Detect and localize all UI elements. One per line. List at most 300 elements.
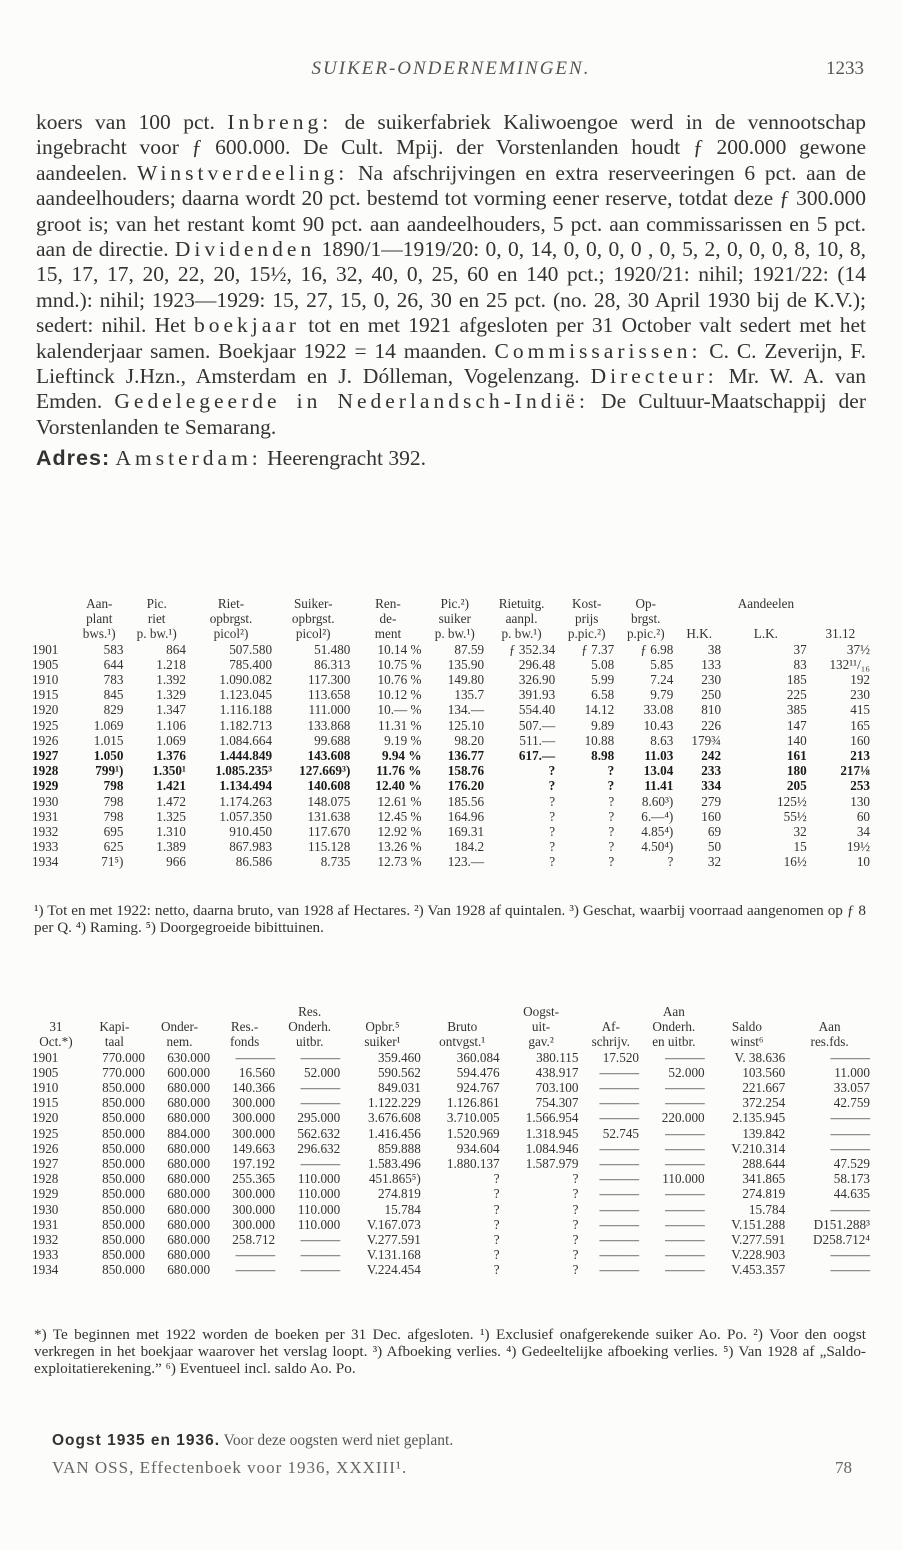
table-cell: 864	[166, 641, 186, 657]
table-cell: 253	[850, 778, 870, 794]
table-cell: 1.583.496	[368, 1156, 421, 1172]
table-cell: 680.000	[167, 1110, 211, 1126]
table-cell: 123.—	[447, 854, 485, 870]
boekjaar-label: boekjaar	[193, 313, 300, 338]
table-cell: 230	[850, 687, 870, 703]
text-span: Mr. W. A. van Emden.	[36, 364, 867, 414]
table-cell: 34	[856, 824, 870, 840]
table-cell: 6.58	[591, 687, 615, 703]
table-cell: V.167.073	[366, 1216, 421, 1232]
table-cell: ———	[300, 1095, 341, 1111]
table-cell: ƒ 7.37	[581, 641, 615, 657]
footer-source: VAN OSS, Effectenboek voor 1936, XXXIII¹.	[52, 1458, 408, 1477]
table-cell: 1.069	[93, 717, 124, 733]
table-cell: 117.300	[308, 672, 351, 688]
table-cell: 859.888	[377, 1140, 421, 1156]
table-cell: 136.77	[447, 748, 485, 764]
table-cell: 12.73 %	[377, 854, 422, 870]
table-row	[30, 1126, 872, 1141]
column-header: Onder- nem.	[160, 1019, 199, 1050]
table-cell: 158.76	[447, 763, 485, 779]
table-cell: 217⅛	[840, 763, 870, 779]
table-cell: ———	[599, 1247, 639, 1263]
table-row	[30, 657, 872, 672]
table-cell: 38	[707, 641, 722, 657]
table-cell: 10.88	[584, 732, 615, 748]
table-cell: 296.632	[297, 1140, 341, 1156]
table-cell: 164.96	[447, 808, 485, 824]
table-cell: 258.712	[232, 1232, 276, 1248]
table-cell: ———	[665, 1156, 705, 1172]
table-cell: ———	[830, 1201, 870, 1217]
table-cell: 850.000	[102, 1080, 145, 1096]
table-cell: 630.000	[167, 1049, 211, 1065]
table-cell: ?	[549, 824, 556, 840]
table-cell: 695	[103, 824, 124, 840]
table-cell: 1.069	[156, 732, 186, 748]
table-cell: 149.80	[447, 672, 485, 688]
production-table	[30, 596, 872, 870]
table-cell: 111.000	[308, 702, 351, 718]
table-cell: ———	[599, 1232, 639, 1248]
table-cell: ———	[830, 1125, 870, 1141]
table-cell: 5.85	[650, 656, 674, 672]
table-cell: 966	[166, 854, 186, 870]
column-header: Aan- plant bws.¹)	[82, 596, 116, 642]
table-row	[30, 702, 872, 717]
year-cell: 1932	[32, 824, 59, 840]
table-cell: 221.667	[742, 1080, 786, 1096]
table-cell: ?	[572, 1186, 579, 1202]
table-cell: 4.85⁴)	[641, 824, 674, 840]
year-cell: 1929	[32, 1186, 59, 1202]
address-line	[36, 446, 866, 471]
table-cell: 12.45 %	[377, 808, 422, 824]
table-cell: 934.604	[456, 1140, 500, 1156]
table-cell: 160	[850, 732, 870, 748]
table-cell: 86.313	[314, 656, 351, 672]
table-cell: 69	[707, 824, 722, 840]
table-cell: 274.819	[377, 1186, 421, 1202]
table-cell: ?	[493, 1262, 500, 1278]
table-cell: 52.745	[602, 1125, 639, 1141]
table-cell: 127.669³)	[299, 763, 351, 779]
year-cell: 1920	[32, 1110, 59, 1126]
table-row	[30, 1186, 872, 1201]
table-cell: 583	[103, 641, 124, 657]
table-cell: 9.94 %	[381, 748, 422, 764]
table-cell: 147	[786, 717, 807, 733]
table-cell: ?	[493, 1186, 500, 1202]
table-cell: 1.084.664	[219, 732, 273, 748]
table-cell: 242	[701, 748, 722, 764]
table-cell: 10.76 %	[377, 672, 422, 688]
table-cell: 850.000	[102, 1262, 145, 1278]
table-cell: ———	[830, 1262, 870, 1278]
table-cell: 850.000	[102, 1186, 145, 1202]
column-header: Af- schrijv.	[591, 1019, 630, 1050]
table-cell: ———	[300, 1232, 341, 1248]
column-header: Saldo winst⁶	[730, 1019, 764, 1050]
table-cell: 16.560	[238, 1064, 276, 1080]
table-cell: 13.26 %	[377, 839, 422, 855]
column-header: Kapi- taal	[99, 1019, 130, 1050]
table-row	[30, 1065, 872, 1080]
table-cell: ———	[665, 1125, 705, 1141]
table-cell: 300.000	[232, 1186, 276, 1202]
table-cell: 8.60³)	[641, 793, 674, 809]
table-cell: 113.658	[308, 687, 351, 703]
column-header: Pic.²) suiker p. bw.¹)	[434, 596, 475, 642]
table-cell: 372.254	[742, 1095, 786, 1111]
table-cell: ———	[300, 1262, 341, 1278]
table-cell: 140.366	[232, 1080, 276, 1096]
table-cell: 1.350¹	[152, 763, 186, 779]
table-cell: 184.2	[454, 839, 485, 855]
table-cell: 849.031	[377, 1080, 421, 1096]
table-cell: ———	[665, 1049, 705, 1065]
table-cell: 1.880.137	[446, 1156, 500, 1172]
table-cell: 680.000	[167, 1232, 211, 1248]
table-cell: 1.472	[156, 793, 186, 809]
table-cell: 9.19 %	[384, 732, 422, 748]
financial-table	[30, 1004, 872, 1278]
table-cell: ?	[493, 1216, 500, 1232]
table-cell: 360.084	[456, 1049, 500, 1065]
year-cell: 1915	[32, 687, 59, 703]
table-row	[30, 687, 872, 702]
table-cell: 1.174.263	[219, 793, 273, 809]
table-cell: 507.—	[518, 717, 556, 733]
directeur-label: Directeur:	[590, 364, 718, 389]
table-cell: 799¹)	[95, 763, 124, 779]
table-row	[30, 1080, 872, 1095]
table-cell: 770.000	[102, 1064, 145, 1080]
table-cell: V.453.357	[731, 1262, 786, 1278]
table-cell: 798	[103, 808, 124, 824]
table-cell: ———	[599, 1156, 639, 1172]
year-cell: 1928	[32, 763, 59, 779]
table-cell: ?	[572, 1171, 579, 1187]
table-row	[30, 733, 872, 748]
table-cell: 1.084.946	[525, 1140, 579, 1156]
table-cell: ?	[549, 839, 556, 855]
table-header-row	[30, 596, 872, 642]
table-cell: 680.000	[167, 1201, 211, 1217]
table-cell: 161	[786, 748, 807, 764]
column-header: 31 Oct.*)	[39, 1019, 73, 1050]
table-cell: 850.000	[102, 1247, 145, 1263]
table-cell: 5.99	[591, 672, 615, 688]
table-cell: ?	[608, 839, 615, 855]
table-cell: 334	[701, 778, 722, 794]
table-cell: 1.318.945	[525, 1125, 579, 1141]
table-cell: ———	[599, 1186, 639, 1202]
table-cell: ?	[549, 793, 556, 809]
table-cell: ———	[599, 1201, 639, 1217]
table-cell: 16½	[783, 854, 807, 870]
table-cell: 32	[707, 854, 722, 870]
table-row	[30, 642, 872, 657]
year-cell: 1934	[32, 854, 59, 870]
table-cell: 180	[786, 763, 807, 779]
table-cell: 867.983	[229, 839, 273, 855]
text-span: de suikerfabriek Kaliwoengoe werd in de vennootschap ingebracht voor ƒ 600.000. De Cult. Mpij. der Vorstenlanden houdt ƒ 200.000 gewone aandeelen.	[36, 110, 866, 185]
harvest-label: Oogst 1935 en 1936.	[52, 1432, 221, 1449]
table-cell: 33.057	[833, 1080, 870, 1096]
table-cell: 15	[793, 839, 807, 855]
table-cell: 110.000	[297, 1186, 341, 1202]
table-cell: 32	[793, 824, 807, 840]
table-cell: V.210.314	[731, 1140, 786, 1156]
table-row	[30, 809, 872, 824]
year-cell: 1901	[32, 641, 59, 657]
table-cell: 1.329	[156, 687, 186, 703]
table-cell: 255.365	[232, 1171, 276, 1187]
year-cell: 1927	[32, 1156, 59, 1172]
table-cell: 8.63	[650, 732, 674, 748]
table-cell: 300.000	[232, 1125, 276, 1141]
table-cell: 810	[701, 702, 722, 718]
column-header: Res.- fonds	[229, 1019, 260, 1050]
table-cell: V.224.454	[366, 1262, 421, 1278]
text-span: C. C. Zeverijn, F. Lieftinck J.Hzn., Amsterdam en J. Dólleman, Vogelenzang.	[36, 338, 867, 389]
table-cell: 10.— %	[377, 702, 422, 718]
table-cell: 288.644	[742, 1156, 786, 1172]
dividenden-label: Dividenden	[174, 237, 316, 262]
table-cell: 341.865	[742, 1171, 786, 1187]
address-city: Amsterdam:	[115, 446, 262, 471]
table-cell: ?	[572, 1201, 579, 1217]
table-cell: ———	[599, 1110, 639, 1126]
column-header: Aandeelen L.K.	[737, 596, 795, 642]
table-cell: 11.03	[644, 748, 674, 764]
table-cell: 133.868	[307, 717, 351, 733]
year-cell: 1930	[32, 793, 59, 809]
table-cell: ———	[599, 1171, 639, 1187]
table-cell: ———	[300, 1049, 341, 1065]
column-header: Kost- prijs p.pic.²)	[567, 596, 606, 642]
table-cell: 110.000	[662, 1171, 705, 1187]
table-cell: ?	[549, 808, 556, 824]
table-cell: ?	[607, 763, 615, 779]
table-cell: 1.444.849	[219, 748, 273, 764]
table-cell: 279	[701, 793, 722, 809]
table-cell: V.151.288	[731, 1216, 786, 1232]
text-span: koers van 100 pct.	[36, 110, 228, 134]
table-cell: 1.116.188	[219, 702, 273, 718]
table-cell: 1.090.082	[219, 672, 273, 688]
table-cell: 205	[786, 778, 807, 794]
column-header	[30, 596, 73, 642]
table-row	[30, 672, 872, 687]
table-cell: ———	[665, 1186, 705, 1202]
year-cell: 1932	[32, 1232, 59, 1248]
table-cell: 850.000	[102, 1095, 145, 1111]
table-cell: 850.000	[102, 1110, 145, 1126]
table-cell: 1.520.969	[446, 1125, 500, 1141]
table-cell: ?	[493, 1247, 500, 1263]
table-row	[30, 1247, 872, 1262]
table-cell: 2.135.945	[732, 1110, 786, 1126]
table-cell: 850.000	[102, 1156, 145, 1172]
column-header: Bruto ontvgst.¹	[439, 1019, 486, 1050]
table-cell: ———	[830, 1140, 870, 1156]
table-cell: 511.—	[519, 732, 556, 748]
table-cell: 143.608	[307, 748, 351, 764]
table-cell: 1.050	[93, 748, 124, 764]
gedelegeerde-label: Gedelegeerde in Nederlandsch-Indië:	[114, 389, 589, 414]
table-cell: 71⁵)	[101, 854, 124, 870]
table-cell: 37	[793, 641, 807, 657]
table-cell: 8.735	[320, 854, 351, 870]
table-cell: ———	[665, 1080, 705, 1096]
table-cell: 12.40 %	[375, 778, 422, 794]
table-cell: 9.79	[650, 687, 674, 703]
table-cell: ———	[599, 1216, 639, 1232]
commissarissen-label: Commissarissen:	[494, 338, 702, 363]
table-cell: 884.000	[167, 1125, 211, 1141]
table-cell: 798	[103, 793, 124, 809]
year-cell: 1915	[32, 1095, 59, 1111]
table-cell: 680.000	[167, 1216, 211, 1232]
table-cell: 149.663	[232, 1140, 276, 1156]
year-cell: 1910	[32, 672, 59, 688]
table-cell: V. 38.636	[734, 1049, 786, 1065]
table-cell: 110.000	[297, 1171, 341, 1187]
table-cell: 133	[701, 656, 722, 672]
table-cell: 10.12 %	[377, 687, 422, 703]
table-cell: 52.000	[303, 1064, 341, 1080]
table-cell: 785.400	[229, 656, 273, 672]
table-cell: 850.000	[102, 1232, 145, 1248]
table-cell: 42.759	[833, 1095, 870, 1111]
table-cell: 197.192	[232, 1156, 276, 1172]
table-cell: 300.000	[232, 1095, 276, 1111]
table-cell: 33.08	[643, 702, 674, 718]
table-cell: ?	[572, 1216, 579, 1232]
table-cell: ———	[665, 1247, 705, 1263]
table-cell: 617.—	[518, 748, 556, 764]
table-cell: 8.98	[591, 748, 615, 764]
table-cell: 131.638	[307, 808, 351, 824]
table-cell: ———	[830, 1247, 870, 1263]
table-cell: 845	[103, 687, 124, 703]
table-cell: ———	[665, 1232, 705, 1248]
table-cell: ———	[665, 1262, 705, 1278]
table-row	[30, 1156, 872, 1171]
table-cell: ?	[548, 778, 556, 794]
table-cell: ?	[608, 808, 615, 824]
table-cell: 250	[701, 687, 722, 703]
table-cell: 213	[850, 748, 870, 764]
year-cell: 1931	[32, 808, 59, 824]
table-cell: 139.842	[742, 1125, 786, 1141]
table-cell: 1.376	[156, 748, 186, 764]
table-cell: 1.310	[156, 824, 186, 840]
table-row	[30, 1110, 872, 1125]
table-cell: 185.56	[447, 793, 485, 809]
table-cell: 1.182.713	[219, 717, 273, 733]
table-cell: 1.123.045	[219, 687, 273, 703]
table-row	[30, 1202, 872, 1217]
table-cell: 594.476	[456, 1064, 500, 1080]
table-cell: 220.000	[661, 1110, 705, 1126]
year-cell: 1930	[32, 1201, 59, 1217]
table-cell: 554.40	[518, 702, 556, 718]
table-cell: 230	[701, 672, 722, 688]
table-cell: 1.134.494	[219, 778, 273, 794]
table-row	[30, 1141, 872, 1156]
table-cell: ?	[493, 1201, 500, 1217]
table-cell: 115.128	[308, 839, 351, 855]
year-cell: 1926	[32, 1140, 59, 1156]
table-cell: 11.76 %	[376, 763, 422, 779]
table-row	[30, 1050, 872, 1065]
table-cell: ———	[300, 1247, 341, 1263]
table-cell: 14.12	[584, 702, 615, 718]
table-cell: 770.000	[102, 1049, 145, 1065]
table-cell: 3.676.608	[368, 1110, 421, 1126]
table-cell: 225	[786, 687, 807, 703]
winstverdeeling-label: Winstverdeeling:	[137, 160, 349, 185]
table-cell: ———	[300, 1080, 341, 1096]
page-number: 1233	[826, 58, 864, 79]
table-cell: 47.529	[833, 1156, 870, 1172]
table-cell: ?	[572, 1232, 579, 1248]
table-cell: 1.126.861	[446, 1095, 500, 1111]
table-cell: 17.520	[602, 1049, 639, 1065]
table-cell: 1.421	[156, 778, 186, 794]
column-header: Op- brgst. p.pic.²)	[626, 596, 665, 642]
table-cell: 226	[701, 717, 722, 733]
column-header: Suiker- opbrgst. picol²)	[291, 596, 335, 642]
table-row	[30, 854, 872, 869]
table-row	[30, 794, 872, 809]
table-cell: 438.917	[535, 1064, 579, 1080]
table-row	[30, 778, 872, 793]
table-cell: 165	[850, 717, 870, 733]
table-cell: ———	[599, 1140, 639, 1156]
table-row	[30, 1217, 872, 1232]
column-header: Opbr.⁵ suiker¹	[364, 1019, 401, 1050]
table-cell: 11.41	[644, 778, 674, 794]
table-cell: 924.767	[456, 1080, 500, 1096]
table-cell: 3.710.005	[446, 1110, 500, 1126]
table-row	[30, 1262, 872, 1277]
table-cell: 6.—⁴)	[641, 808, 674, 824]
table-cell: V.277.591	[731, 1232, 786, 1248]
table-cell: V.277.591	[366, 1232, 421, 1248]
table-cell: V.131.168	[366, 1247, 421, 1263]
table-cell: 1.347	[156, 702, 186, 718]
table-cell: 1.566.954	[525, 1110, 579, 1126]
table-cell: 644	[103, 656, 124, 672]
table-cell: ———	[599, 1080, 639, 1096]
table-cell: V.228.903	[731, 1247, 786, 1263]
table-cell: 11.31 %	[378, 717, 422, 733]
table-cell: 850.000	[102, 1216, 145, 1232]
table-cell: 1.106	[156, 717, 186, 733]
table-cell: ?	[608, 854, 615, 870]
table-cell: 783	[103, 672, 124, 688]
table-cell: 10	[856, 854, 870, 870]
table-cell: 10.43	[643, 717, 674, 733]
year-cell: 1905	[32, 1064, 59, 1080]
table-cell: 359.460	[377, 1049, 421, 1065]
table-row	[30, 1232, 872, 1247]
table-cell: 13.04	[643, 763, 674, 779]
